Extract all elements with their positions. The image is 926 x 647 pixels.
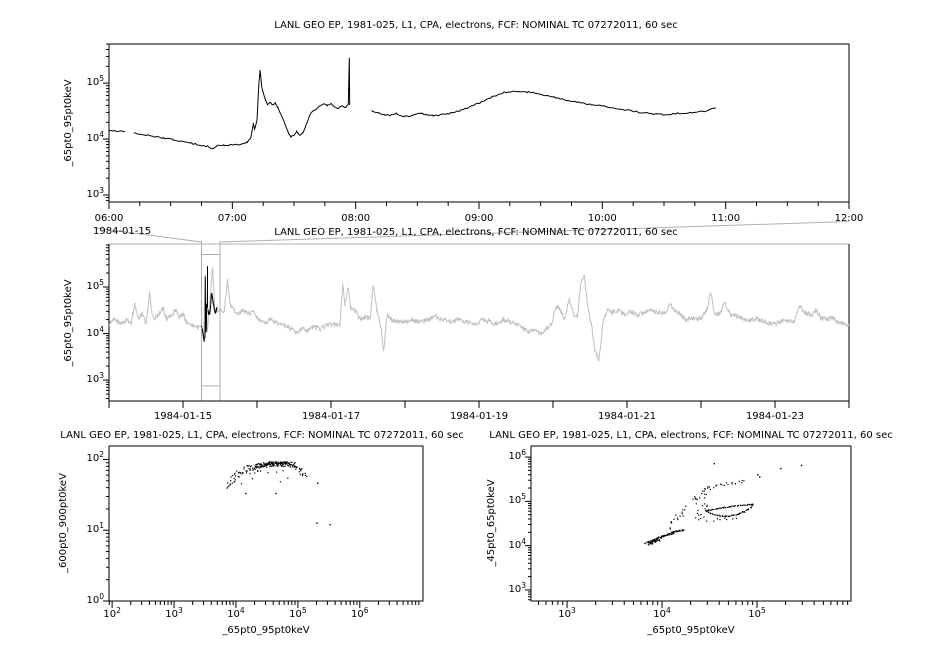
x-tick-label: $10^5$: [289, 606, 307, 620]
x-tick-label: 12:00: [834, 213, 864, 224]
x-tick-label: $10^2$: [103, 606, 121, 620]
scatter-left-x-axis-label: _65pt0_95pt0keV: [222, 625, 310, 636]
y-tick-label: $10^5$: [508, 492, 526, 507]
x-tick-label: 08:00: [341, 213, 371, 224]
top-panel-y-axis-label: _65pt0_95pt0keV: [63, 79, 74, 167]
top-panel-title: LANL GEO EP, 1981-025, L1, CPA, electrons, FCF: NOMINAL TC 07272011, 60 sec: [274, 20, 678, 31]
zoom-selection-box[interactable]: [201, 241, 221, 401]
scatter-right-plot-area[interactable]: [531, 446, 851, 601]
scatter-left-title: LANL GEO EP, 1981-025, L1, CPA, electrons, FCF: NOMINAL TC 07272011, 60 sec: [60, 430, 464, 441]
top-plot-area[interactable]: [109, 44, 849, 202]
top-panel-date-label: 1984-01-15: [93, 226, 152, 237]
y-tick-label: $10^3$: [508, 580, 526, 595]
scatter-right-x-axis-label: _65pt0_95pt0keV: [647, 625, 735, 636]
x-tick-label: 1984-01-21: [597, 411, 657, 422]
x-tick-label: $10^5$: [748, 606, 766, 620]
x-tick-label: $10^4$: [653, 606, 671, 620]
scatter-right-y-axis-label: _45pt0_65pt0keV: [486, 479, 497, 567]
y-tick-label: $10^5$: [86, 278, 104, 293]
y-tick-label: $10^4$: [508, 536, 526, 551]
x-tick-label: 11:00: [711, 213, 741, 224]
y-tick-label: $10^6$: [508, 448, 526, 463]
x-tick-label: $10^3$: [558, 606, 576, 620]
y-tick-label: $10^3$: [86, 186, 104, 200]
y-tick-label: $10^0$: [86, 592, 104, 606]
x-tick-label: 1984-01-15: [153, 411, 213, 422]
x-tick-label: 10:00: [587, 213, 617, 224]
x-tick-label: 07:00: [217, 213, 247, 224]
context-panel-y-axis-label: _65pt0_95pt0keV: [63, 279, 74, 367]
context-panel-title: LANL GEO EP, 1981-025, L1, CPA, electrons, FCF: NOMINAL TC 07272011, 60 sec: [274, 227, 678, 238]
scatter-left-y-axis-label: _600pt0_900pt0keV: [58, 473, 69, 573]
x-tick-label: 1984-01-23: [745, 411, 805, 422]
x-tick-label: 09:00: [464, 213, 494, 224]
x-tick-label: $10^4$: [227, 606, 245, 620]
y-tick-label: $10^1$: [86, 521, 104, 536]
scatter-left-plot-area[interactable]: [109, 446, 423, 601]
x-tick-label: 06:00: [94, 213, 124, 224]
x-tick-label: 1984-01-17: [301, 411, 361, 422]
scatter-right-title: LANL GEO EP, 1981-025, L1, CPA, electrons, FCF: NOMINAL TC 07272011, 60 sec: [489, 430, 893, 441]
y-tick-label: $10^4$: [86, 324, 104, 339]
x-tick-label: 1984-01-19: [449, 411, 509, 422]
y-tick-label: $10^4$: [86, 130, 104, 145]
y-tick-label: $10^5$: [86, 74, 104, 89]
y-tick-label: $10^2$: [86, 450, 104, 465]
x-tick-label: $10^3$: [165, 606, 183, 620]
y-tick-label: $10^3$: [86, 371, 104, 386]
x-tick-label: $10^6$: [351, 606, 369, 620]
